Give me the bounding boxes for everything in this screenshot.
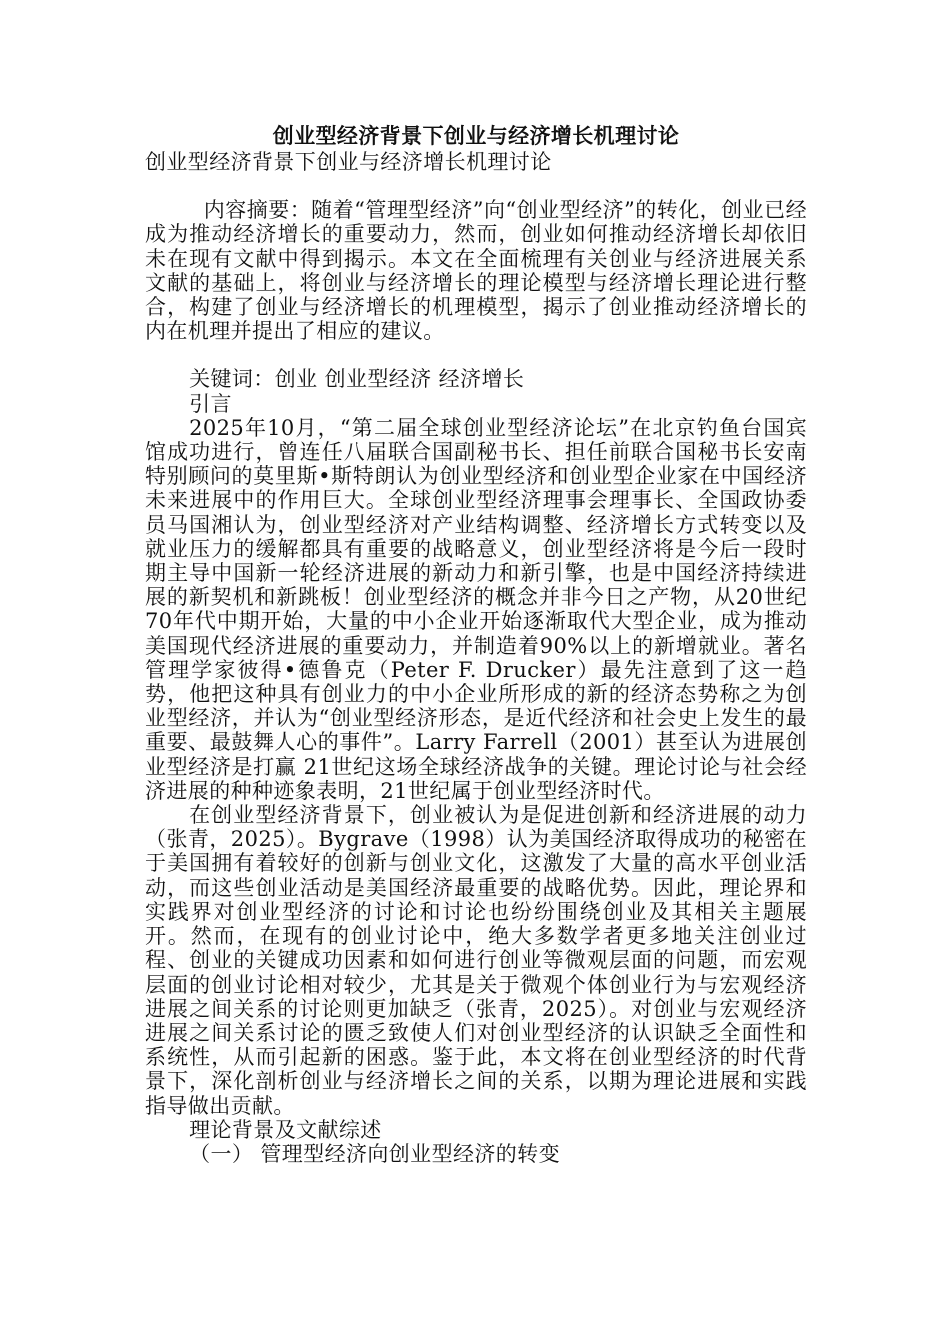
document-title: 创业型经济背景下创业与经济增长机理讨论 (272, 123, 680, 148)
document-subtitle: 创业型经济背景下创业与经济增长机理讨论 (145, 150, 552, 174)
abstract-paragraph: 内容摘要：随着“管理型经济”向“创业型经济”的转化，创业已经成为推动经济增长的重要动力，然而，创业如何推动经济增长却依旧未在现有文献中得到揭示。本文在全面梳理有关创业与经济进展关系文献的基础上，将创业与经济增长的理论模型与经济增长理论进行整合，构建了创业与经济增长的机理模型，揭示了创业推动经济增长的内在机理并提出了相应的建议。 (145, 198, 807, 344)
keywords-line: 关键词：创业 创业型经济 经济增长 (189, 367, 525, 392)
document-page (145, 124, 807, 1166)
body-paragraph-2: 在创业型经济背景下，创业被认为是促进创新和经济进展的动力（张青，2025）。Bygrave（1998）认为美国经济取得成功的秘密在于美国拥有着较好的创新与创业文化，这激发了大量的高水平创业活动，而这些创业活动是美国经济最重要的战略优势。因此，理论界和实践界对创业型经济的讨论和讨论也纷纷围绕创业及其相关主题展开。然而，在现有的创业讨论中，绝大多数学者更多地关注创业过程、创业的关键成功因素和如何进行创业等微观层面的问题，而宏观层面的创业讨论相对较少，尤其是关于微观个体创业行为与宏观经济进展之间关系的讨论则更加缺乏（张青，2025）。对创业与宏观经济进展之间关系讨论的匮乏致使人们对创业型经济的认识缺乏全面性和系统性，从而引起新的困惑。鉴于此，本文将在创业型经济的时代背景下，深化剖析创业与经济增长之间的关系，以期为理论进展和实践指导做出贡献。 (145, 803, 807, 1118)
subsection-heading: （一） 管理型经济向创业型经济的转变 (189, 1141, 560, 1166)
body-paragraph-1: 2025年10月，“第二届全球创业型经济论坛”在北京钓鱼台国宾馆成功进行，曾连任八届联合国副秘书长、担任前联合国秘书长安南特别顾问的莫里斯•斯特朗认为创业型经济和创业型企业家在中国经济未来进展中的作用巨大。全球创业型经济理事会理事长、全国政协委员马国湘认为，创业型经济对产业结构调整、经济增长方式转变以及就业压力的缓解都具有重要的战略意义，创业型经济将是今后一段时期主导中国新一轮经济进展的新动力和新引擎，也是中国经济持续进展的新契机和新跳板！创业型经济的概念并非今日之产物，从20世纪70年代中期开始，大量的中小企业开始逐渐取代大型企业，成为推动美国现代经济进展的重要动力，并制造着90%以上的新增就业。著名管理学家彼得•德鲁克（Peter F. Drucker）最先注意到了这一趋势，他把这种具有创业力的中小企业所形成的新的经济态势称之为创业型经济，并认为“创业型经济形态，是近代经济和社会史上发生的最重要、最鼓舞人心的事件”。Larry Farrell（2001）甚至认为进展创业型经济是打赢 21世纪这场全球经济战争的关键。理论讨论与社会经济进展的种种迹象表明，21世纪属于创业型经济时代。 (145, 415, 807, 803)
section-heading: 理论背景及文献综述 (189, 1117, 382, 1142)
intro-heading: 引言 (189, 391, 232, 416)
